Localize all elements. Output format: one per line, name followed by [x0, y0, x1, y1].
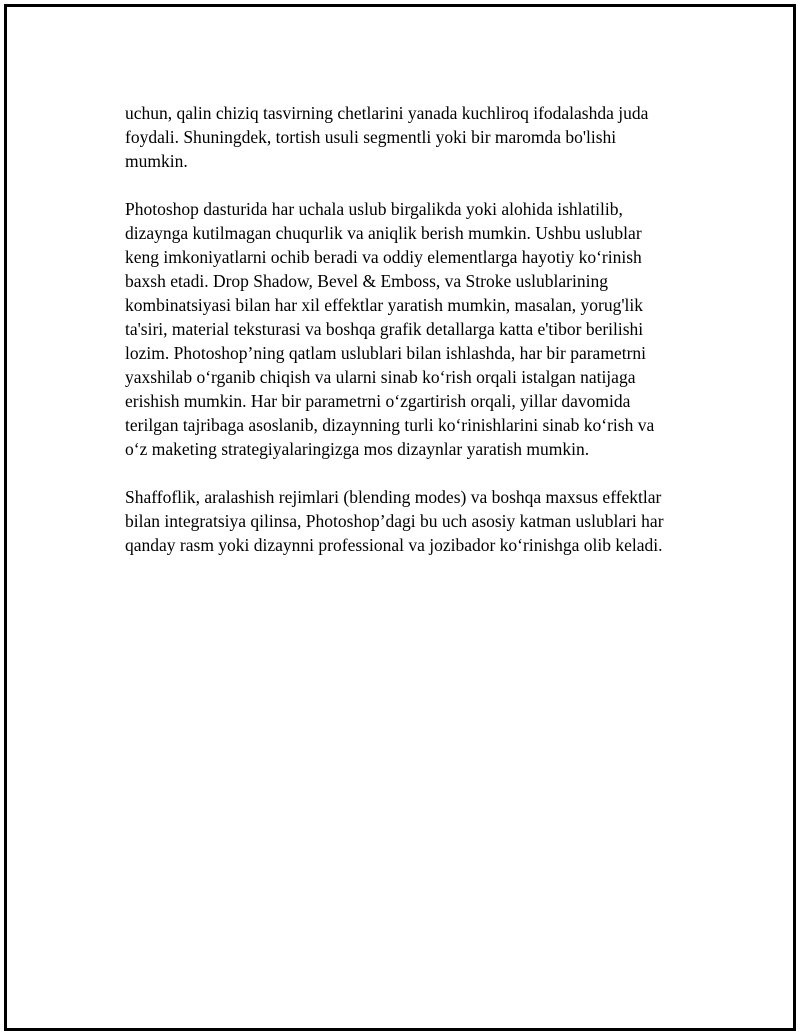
- document-body: [125, 101, 705, 581]
- paragraph-1: uchun, qalin chiziq tasvirning chetlarini yanada kuchliroq ifodalashda juda foydali. Shuningdek, tortish usuli segmentli yoki bir maromda bo'lishi mumkin.: [125, 103, 649, 171]
- paragraph-2: Photoshop dasturida har uchala uslub birgalikda yoki alohida ishlatilib, dizaynga kutilmagan chuqurlik va aniqlik berish mumkin. Ushbu uslublar keng imkoniyatlarni ochib beradi va oddiy elementlarga hayotiy ko‘rinish baxsh etadi. Drop Shadow, Bevel & Emboss, va Stroke uslublarining kombinatsiyasi bilan har xil effektlar yaratish mumkin, masalan, yorug'lik ta'siri, material teksturasi va boshqa grafik detallarga katta e'tibor berilishi lozim. Photoshop’ning qatlam uslublari bilan ishlashda, har bir parametrni yaxshilab o‘rganib chiqish va ularni sinab ko‘rish orqali istalgan natijaga erishish mumkin. Har bir parametrni o‘zgartirish orqali, yillar davomida terilgan tajribaga asoslanib, dizaynning turli ko‘rinishlarini sinab ko‘rish va o‘z maketing strategiyalaringizga mos dizaynlar yaratish mumkin.: [125, 199, 655, 459]
- page-frame: [4, 4, 796, 1031]
- paragraph-3: Shaffoflik, aralashish rejimlari (blending modes) va boshqa maxsus effektlar bilan integratsiya qilinsa, Photoshop’dagi bu uch asosiy katman uslublari har qanday rasm yoki dizaynni professional va jozibador ko‘rinishga olib keladi.: [125, 487, 664, 555]
